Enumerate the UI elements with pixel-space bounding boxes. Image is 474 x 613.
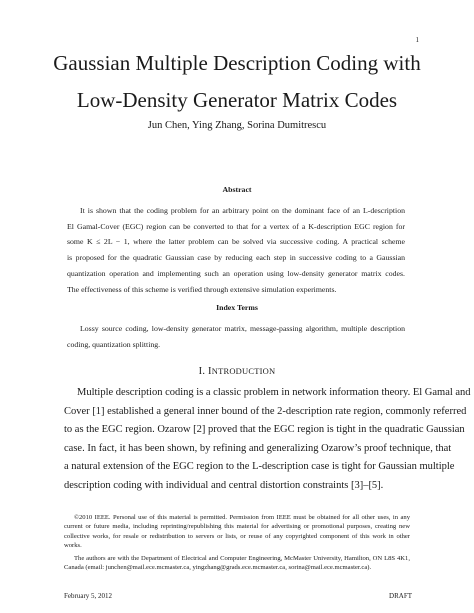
index-terms-body — [67, 321, 405, 352]
footer-draft-label: DRAFT — [389, 592, 412, 600]
abstract-heading: Abstract — [222, 185, 252, 194]
abstract-line: is proposed for the quadratic Gaussian case by reducing each step in successive coding to a Gaussian — [67, 253, 405, 263]
section-heading-introduction — [0, 366, 474, 377]
footnote-line: The authors are with the Department of Electrical and Computer Engineering, McMaster University, Hamilton, ON L8S 4K1, — [74, 555, 410, 562]
affiliation-footnote — [64, 554, 410, 573]
abstract-body — [67, 203, 405, 297]
footnote-line: ©2010 IEEE. Personal use of this material is permitted. Permission from IEEE must be obtained for all other uses, in any — [74, 514, 410, 521]
abstract-line: quantization operation and implementing such an operation using low-density generator matrix codes. — [67, 268, 405, 278]
intro-line: Cover [1] established a general inner bound of the 2-description rate region, commonly referred — [64, 405, 467, 417]
abstract-line: The effectiveness of this scheme is verified through extensive simulation experiments. — [67, 284, 337, 294]
introduction-paragraph — [64, 384, 471, 496]
index-terms-line: coding, quantization splitting. — [67, 339, 161, 349]
intro-line: to as the EGC region. Ozarow [2] proved that the EGC region is tight in the quadratic Gaussian — [64, 424, 465, 436]
intro-line: description coding with individual and central distortion constraints [3]–[5]. — [64, 479, 384, 491]
abstract-line: It is shown that the coding problem for an arbitrary point on the dominant face of an L-description — [80, 206, 405, 215]
footer-date: February 5, 2012 — [64, 592, 113, 600]
section-name-smallcaps: NTRODUCTION — [211, 366, 276, 376]
index-terms-heading: Index Terms — [216, 303, 258, 312]
footnote-line: collective works, for resale or redistribution to servers or lists, or reuse of any copyrighted component of this work in other — [64, 532, 410, 540]
intro-line: Multiple description coding is a classic problem in network information theory. El Gamal and — [77, 387, 471, 398]
footnote-line: current or future media, including reprinting/republishing this material for advertising or promotional purposes, creating new — [64, 523, 410, 531]
abstract-line: some K ≤ 2L − 1, where the latter problem can be solved via successive coding. A practical scheme — [67, 237, 405, 247]
intro-line: case. In fact, it has been shown, by refining and generalizing Ozarow’s proof technique, that — [64, 442, 452, 454]
footnote-line: works. — [64, 542, 82, 550]
author-list: Jun Chen, Ying Zhang, Sorina Dumitrescu — [147, 120, 327, 131]
paper-title-line-2: Low-Density Generator Matrix Codes — [76, 88, 398, 112]
section-initial: I — [208, 366, 212, 377]
abstract-line: El Gamal-Cover (EGC) region can be converted to that for a vertex of a K-description EGC region for — [67, 221, 405, 231]
index-terms-line: Lossy source coding, low-density generator matrix, message-passing algorithm, multiple description — [80, 324, 405, 333]
intro-line: a natural extension of the EGC region to the L-description case is tight for Gaussian multiple — [64, 461, 455, 473]
footnote-line: Canada (email: junchen@mail.ece.mcmaster.ca, yingzhang@grads.ece.mcmaster.ca, sorina@mail.ece.mcmaster.ca). — [64, 564, 372, 572]
page-number: 1 — [415, 36, 419, 44]
section-number: I. — [198, 366, 206, 377]
paper-title-line-1: Gaussian Multiple Description Coding with — [53, 51, 421, 75]
copyright-footnote — [64, 513, 410, 551]
